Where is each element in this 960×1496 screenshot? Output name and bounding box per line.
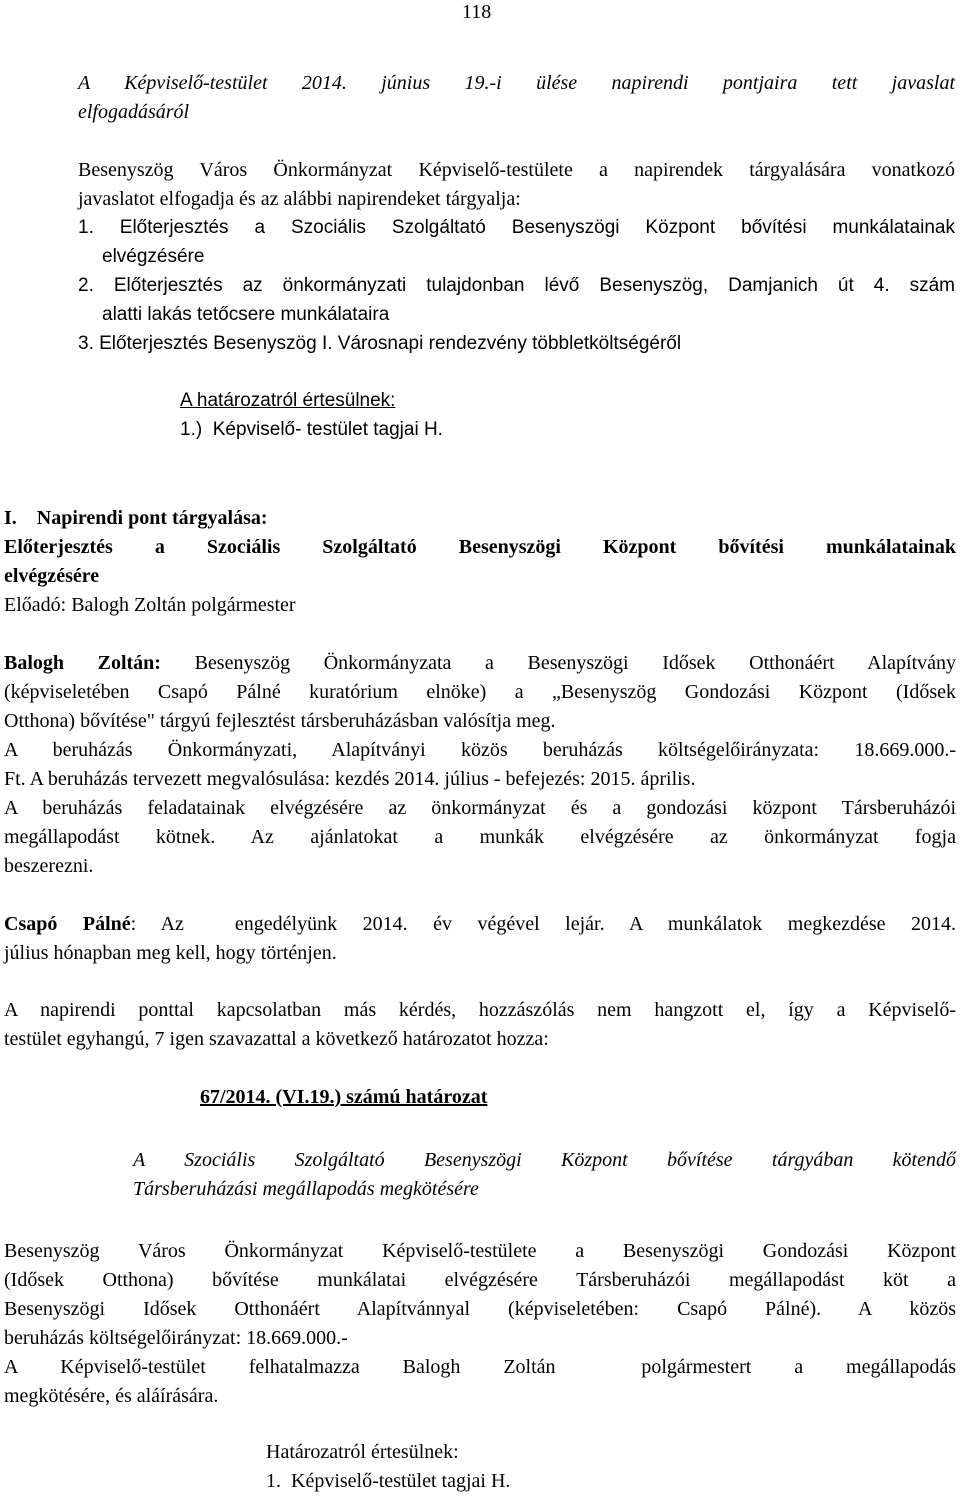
resolution-body-line-4: beruházás költségelőirányzat: 18.669.000.- [4,1327,348,1349]
agenda-item-2-line-2: alatti lakás tetőcsere munkálataira [102,304,390,325]
notify-item-2: 1. Képviselő-testület tagjai H. [266,1470,511,1492]
paragraph-vote [4,996,956,1054]
para1-line-8: beszerezni. [4,855,94,877]
resolution-body-line-2: (Idősek Otthona) bővítése munkálatai elvégzésére Társberuházói megállapodást köt a [4,1269,956,1291]
para3-line-2: testület egyhangú, 7 igen szavazattal a következő határozatot hozza: [4,1028,549,1050]
agenda-list [78,213,955,358]
para1-line-7: megállapodást kötnek. Az ajánlatokat a munkák elvégzésére az önkormányzat fogja [4,826,956,848]
intro [78,156,955,214]
section-presenter: Előadó: Balogh Zoltán polgármester [4,594,296,616]
para1-line-1: Balogh Zoltán: Besenyszög Önkormányzata a Besenyszögi Idősek Otthonáért Alapítvány [4,652,957,674]
resolution-body-line-3: Besenyszögi Idősek Otthonáért Alapítvánnyal (képviseletében: Csapó Pálné). A közös [4,1298,956,1320]
agenda-item-1-line-2: elvégzésére [102,246,205,267]
notify-heading-2: Határozatról értesülnek: [266,1441,459,1463]
agenda-item-3: 3. Előterjesztés Besenyszög I. Városnapi rendezvény többletköltségéről [78,333,682,354]
para1-line-3: Otthona) bővítése" tárgyú fejlesztést társberuházásban valósítja meg. [4,710,556,732]
section-heading: I. Napirendi pont tárgyalása: [4,507,268,529]
notify-item-1: 1.) Képviselő- testület tagjai H. [180,419,443,440]
section-subject-line-2: elvégzésére [4,565,100,587]
para2-line-2: július hónapban meg kell, hogy történjen. [4,942,337,964]
agenda-item-2-line-1: 2. Előterjesztés az önkormányzati tulajdonban lévő Besenyszög, Damjanich út 4. szám [78,275,955,296]
resolution-body-line-5: A Képviselő-testület felhatalmazza Balogh Zoltán polgármestert a megállapodás [4,1356,956,1378]
title [78,69,955,127]
resolution-body-line-1: Besenyszög Város Önkormányzat Képviselő-testülete a Besenyszögi Gondozási Központ [4,1240,956,1262]
section-subject-line-1: Előterjesztés a Szociális Szolgáltató Besenyszögi Központ bővítési munkálatainak [4,536,956,558]
resolution-body-line-6: megkötésére, és aláírására. [4,1385,219,1407]
para1-line-6: A beruházás feladatainak elvégzésére az önkormányzat és a gondozási központ Társberuházói [4,797,956,819]
notify-block-1 [180,386,443,444]
speaker-csapo: Csapó Pálné [4,913,131,935]
para1-line-4: A beruházás Önkormányzati, Alapítványi közös beruházás költségelőirányzata: 18.669.000.- [4,739,956,761]
notify-heading-1: A határozatról értesülnek: [180,390,396,411]
para1-line-5: Ft. A beruházás tervezett megvalósulása: kezdés 2014. július - befejezés: 2015. április. [4,768,696,790]
resolution-body [4,1237,956,1411]
para3-line-1: A napirendi ponttal kapcsolatban más kérdés, hozzászólás nem hangzott el, így a Képviselő- [4,999,956,1021]
speaker-balogh: Balogh Zoltán: [4,652,161,674]
agenda-item-1-line-1: 1. Előterjesztés a Szociális Szolgáltató Besenyszögi Központ bővítési munkálatainak [78,217,955,238]
resolution-subject-line-2: Társberuházási megállapodás megkötésére [133,1178,479,1200]
intro-line-1: Besenyszög Város Önkormányzat Képviselő-testülete a napirendek tárgyalására vonatkozó [78,159,955,181]
agenda-section [4,504,956,620]
resolution-number: 67/2014. (VI.19.) számú határozat [200,1086,488,1108]
paragraph-csapo [4,910,956,968]
resolution-subject [133,1146,956,1204]
page-number: 118 [462,1,492,23]
resolution-subject-line-1: A Szociális Szolgáltató Besenyszögi Központ bővítése tárgyában kötendő [133,1149,956,1171]
title-line-1: A Képviselő-testület 2014. június 19.-i ülése napirendi pontjaira tett javaslat [78,72,955,94]
intro-line-2: javaslatot elfogadja és az alábbi napirendeket tárgyalja: [78,188,521,210]
notify-block-2 [266,1438,510,1496]
paragraph-balogh [4,649,956,881]
para1-line-2: (képviseletében Csapó Pálné kuratórium elnöke) a „Besenyszög Gondozási Központ (Idősek [4,681,956,703]
para2-line-1: Csapó Pálné: Az engedélyünk 2014. év végével lejár. A munkálatok megkezdése 2014. [4,913,957,935]
title-line-2: elfogadásáról [78,101,190,123]
